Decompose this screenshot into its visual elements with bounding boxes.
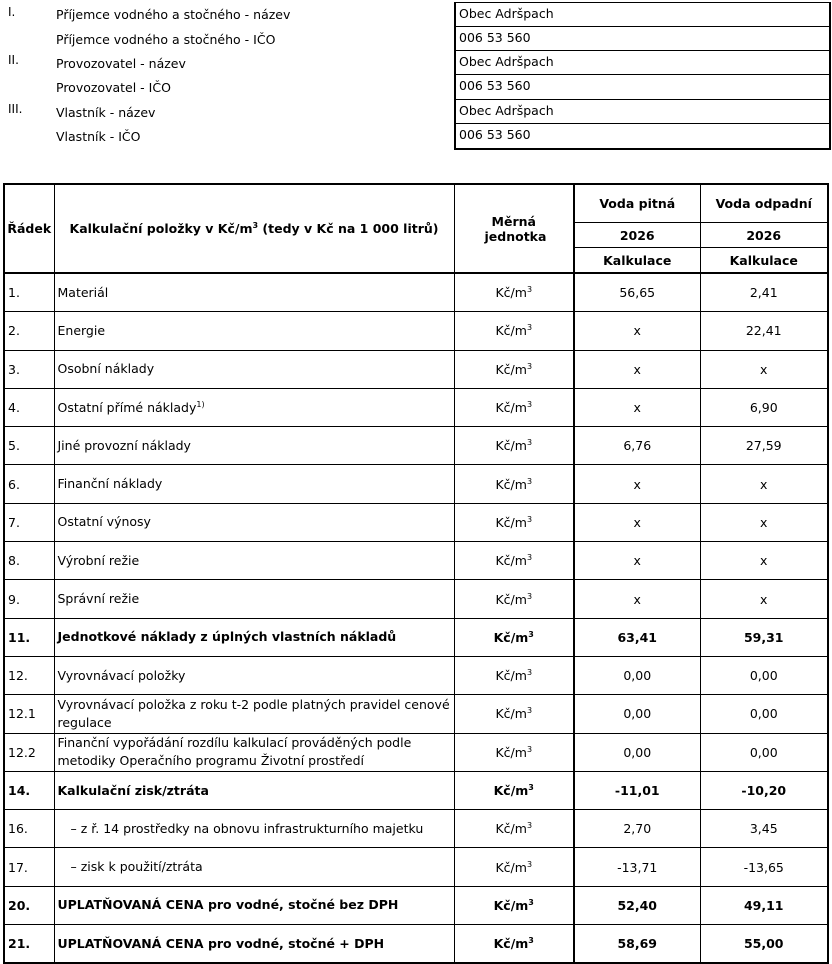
- unit-base: Kč/m: [495, 361, 527, 377]
- owner-ico-value: 006 53 560: [459, 126, 531, 142]
- unit-sup: 3: [526, 553, 533, 563]
- row-label: [54, 427, 454, 465]
- row-label-text: Ostatní přímé náklady: [57, 399, 197, 415]
- value-waste: x: [700, 465, 828, 503]
- col-header-item-post: (tedy v Kč na 1 000 litrů): [258, 221, 439, 236]
- row-number: 6.: [4, 465, 54, 503]
- value-water: x: [574, 350, 700, 388]
- value-waste: 49,11: [700, 886, 828, 924]
- row-unit: [454, 848, 574, 886]
- value-water: 0,00: [574, 695, 700, 733]
- row-number: 11.: [4, 618, 54, 656]
- unit-sup: 3: [526, 514, 533, 524]
- value-water: x: [574, 388, 700, 426]
- unit-base: Kč/m: [495, 514, 527, 530]
- unit-sup: 3: [526, 744, 533, 754]
- value-waste: 27,59: [700, 427, 828, 465]
- col-header-row-no: Řádek: [4, 184, 54, 273]
- value-waste: x: [700, 542, 828, 580]
- value-water: 52,40: [574, 886, 700, 924]
- row-unit: [454, 656, 574, 694]
- value-water: x: [574, 312, 700, 350]
- row-number: 9.: [4, 580, 54, 618]
- row-number: 12.2: [4, 733, 54, 771]
- unit-sup: 3: [526, 591, 533, 601]
- value-water: 56,65: [574, 273, 700, 312]
- table-row: [4, 656, 828, 694]
- unit-sup: 3: [526, 476, 533, 486]
- value-waste: x: [700, 350, 828, 388]
- year-waste: 2026: [700, 223, 828, 248]
- row-number: 17.: [4, 848, 54, 886]
- row-label: [54, 810, 454, 848]
- unit-base: Kč/m: [495, 438, 527, 454]
- table-row: [4, 886, 828, 924]
- table-row: [4, 695, 828, 733]
- unit-sup: 3: [526, 284, 533, 294]
- table-row: [4, 312, 828, 350]
- row-label-text: Ostatní výnosy: [57, 514, 151, 530]
- unit-base: Kč/m: [495, 323, 527, 339]
- row-number: 16.: [4, 810, 54, 848]
- row-unit: [454, 465, 574, 503]
- row-unit: [454, 618, 574, 656]
- col-header-waste: Voda odpadní: [700, 184, 828, 223]
- operator-ico-value: 006 53 560: [456, 75, 829, 99]
- unit-sup: 3: [528, 897, 534, 907]
- unit-base: Kč/m: [495, 400, 527, 416]
- row-label: [54, 542, 454, 580]
- calc-waste: Kalkulace: [700, 248, 828, 274]
- value-waste: 2,41: [700, 273, 828, 312]
- col-header-unit: Měrná jednotka: [454, 184, 574, 273]
- value-water: x: [574, 465, 700, 503]
- table-row: [4, 733, 828, 771]
- recipient-ico-value: 006 53 560: [456, 27, 829, 51]
- unit-base: Kč/m: [495, 821, 527, 837]
- value-water: -11,01: [574, 771, 700, 809]
- table-row: [4, 580, 828, 618]
- row-number: 21.: [4, 925, 54, 964]
- unit-base: Kč/m: [495, 476, 527, 492]
- row-number: 3.: [4, 350, 54, 388]
- row-label-text: Výrobní režie: [57, 552, 140, 568]
- row-label: [54, 580, 454, 618]
- row-unit: [454, 503, 574, 541]
- recipient-name-value: Obec Adršpach: [456, 3, 829, 27]
- row-label-text: Vyrovnávací položky: [57, 667, 186, 683]
- value-water: x: [574, 580, 700, 618]
- table-row: [4, 503, 828, 541]
- table-row: [4, 465, 828, 503]
- row-label: [54, 465, 454, 503]
- row-number: 7.: [4, 503, 54, 541]
- row-label-text: Materiál: [57, 284, 109, 300]
- year-water: 2026: [574, 223, 700, 248]
- row-number: 20.: [4, 886, 54, 924]
- table-row: [4, 427, 828, 465]
- row-unit: [454, 580, 574, 618]
- unit-base: Kč/m: [493, 897, 529, 913]
- header-label-recipient-ico: Příjemce vodného a stočného - IČO: [56, 32, 276, 47]
- row-label: [54, 273, 454, 312]
- row-label-text: Finanční náklady: [57, 476, 163, 492]
- row-number: 12.1: [4, 695, 54, 733]
- row-label-text: – z ř. 14 prostředky na obnovu infrastrukturního majetku: [70, 820, 424, 836]
- value-water: x: [574, 542, 700, 580]
- row-number: 5.: [4, 427, 54, 465]
- value-waste: x: [700, 580, 828, 618]
- unit-sup: 3: [528, 782, 534, 792]
- row-label: [54, 925, 454, 964]
- calc-water: Kalkulace: [574, 248, 700, 274]
- footnote-marker: 1): [196, 399, 205, 409]
- row-unit: [454, 350, 574, 388]
- row-unit: [454, 886, 574, 924]
- owner-name-value: Obec Adršpach: [456, 100, 829, 124]
- table-row: [4, 810, 828, 848]
- value-water: 2,70: [574, 810, 700, 848]
- row-label: [54, 848, 454, 886]
- unit-base: Kč/m: [495, 859, 527, 875]
- unit-base: Kč/m: [495, 744, 527, 760]
- header-label-operator-name: Provozovatel - název: [56, 56, 186, 71]
- col-header-item: [54, 184, 454, 273]
- header-roman-3: III.: [8, 102, 23, 116]
- row-unit: [454, 925, 574, 964]
- value-waste: -10,20: [700, 771, 828, 809]
- row-label-text: Jednotkové náklady z úplných vlastních nákladů: [57, 629, 397, 645]
- header-roman-1: I.: [8, 5, 16, 19]
- table-row: [4, 925, 828, 964]
- row-label-text: UPLATŇOVANÁ CENA pro vodné, stočné + DPH: [57, 935, 385, 951]
- value-water: 0,00: [574, 733, 700, 771]
- col-header-item-pre: Kalkulační položky v Kč/m: [69, 221, 253, 236]
- value-water: 0,00: [574, 656, 700, 694]
- value-waste: 59,31: [700, 618, 828, 656]
- value-waste: -13,65: [700, 848, 828, 886]
- table-body: [4, 273, 828, 963]
- row-unit: [454, 771, 574, 809]
- calculation-table: [3, 183, 829, 964]
- unit-base: Kč/m: [493, 936, 529, 952]
- row-label: [54, 618, 454, 656]
- row-unit: [454, 542, 574, 580]
- row-unit: [454, 388, 574, 426]
- row-label-text: Kalkulační zisk/ztráta: [57, 782, 209, 798]
- row-number: 1.: [4, 273, 54, 312]
- unit-base: Kč/m: [495, 706, 527, 722]
- row-label: [54, 771, 454, 809]
- value-waste: 0,00: [700, 695, 828, 733]
- unit-sup: 3: [526, 706, 533, 716]
- row-label-text: Energie: [57, 322, 106, 338]
- value-waste: 3,45: [700, 810, 828, 848]
- table-row: [4, 542, 828, 580]
- row-label-text: Osobní náklady: [57, 361, 155, 377]
- row-label-text: UPLATŇOVANÁ CENA pro vodné, stočné bez DPH: [57, 897, 399, 913]
- unit-sup: 3: [526, 438, 533, 448]
- row-label-text: – zisk k použití/ztráta: [70, 859, 203, 875]
- table-row: [4, 848, 828, 886]
- header-values-box: [454, 2, 831, 150]
- unit-base: Kč/m: [495, 553, 527, 569]
- row-label-text: Správní režie: [57, 591, 140, 607]
- row-label-text: Finanční vypořádání rozdílu kalkulací prováděných podle metodiky Operačního programu Životní prostředí: [57, 735, 412, 769]
- value-waste: 0,00: [700, 733, 828, 771]
- value-waste: 22,41: [700, 312, 828, 350]
- value-waste: 0,00: [700, 656, 828, 694]
- row-label: [54, 886, 454, 924]
- table-row: [4, 350, 828, 388]
- row-label-text: Vyrovnávací položka z roku t-2 podle platných pravidel cenové regulace: [57, 696, 450, 730]
- row-number: 2.: [4, 312, 54, 350]
- unit-sup: 3: [528, 936, 534, 946]
- col-header-item-sup: 3: [252, 220, 259, 230]
- row-unit: [454, 427, 574, 465]
- header-label-owner-name: Vlastník - název: [56, 105, 156, 120]
- row-label: [54, 350, 454, 388]
- row-number: 12.: [4, 656, 54, 694]
- row-label: [54, 656, 454, 694]
- unit-sup: 3: [526, 667, 533, 677]
- value-water: 58,69: [574, 925, 700, 964]
- value-waste: 55,00: [700, 925, 828, 964]
- header-label-owner-ico: Vlastník - IČO: [56, 129, 141, 144]
- unit-base: Kč/m: [495, 668, 527, 684]
- unit-base: Kč/m: [495, 591, 527, 607]
- header-label-recipient-name: Příjemce vodného a stočného - název: [56, 7, 291, 22]
- unit-base: Kč/m: [493, 783, 529, 798]
- header-label-operator-ico: Provozovatel - IČO: [56, 80, 171, 95]
- row-unit: [454, 695, 574, 733]
- row-label: [54, 312, 454, 350]
- table-row: [4, 388, 828, 426]
- operator-name-value: Obec Adršpach: [456, 51, 829, 75]
- table-row: [4, 273, 828, 312]
- row-label: [54, 733, 454, 771]
- row-number: 14.: [4, 771, 54, 809]
- unit-base: Kč/m: [495, 285, 527, 301]
- header-roman-2: II.: [8, 53, 19, 67]
- value-water: -13,71: [574, 848, 700, 886]
- row-number: 8.: [4, 542, 54, 580]
- unit-sup: 3: [526, 361, 533, 371]
- table-row: [4, 618, 828, 656]
- row-number: 4.: [4, 388, 54, 426]
- row-label: [54, 695, 454, 733]
- row-label: [54, 503, 454, 541]
- unit-sup: 3: [526, 859, 533, 869]
- unit-sup: 3: [526, 821, 533, 831]
- table-header: [4, 184, 828, 273]
- table-row: [4, 771, 828, 809]
- unit-sup: 3: [526, 399, 533, 409]
- row-label-text: Jiné provozní náklady: [57, 437, 191, 453]
- unit-sup: 3: [528, 629, 534, 639]
- row-unit: [454, 810, 574, 848]
- value-water: x: [574, 503, 700, 541]
- unit-sup: 3: [526, 323, 533, 333]
- value-waste: 6,90: [700, 388, 828, 426]
- unit-base: Kč/m: [493, 629, 529, 645]
- value-water: 63,41: [574, 618, 700, 656]
- row-label: [54, 388, 454, 426]
- row-unit: [454, 733, 574, 771]
- col-header-water: Voda pitná: [574, 184, 700, 223]
- value-waste: x: [700, 503, 828, 541]
- value-water: 6,76: [574, 427, 700, 465]
- row-unit: [454, 312, 574, 350]
- row-unit: [454, 273, 574, 312]
